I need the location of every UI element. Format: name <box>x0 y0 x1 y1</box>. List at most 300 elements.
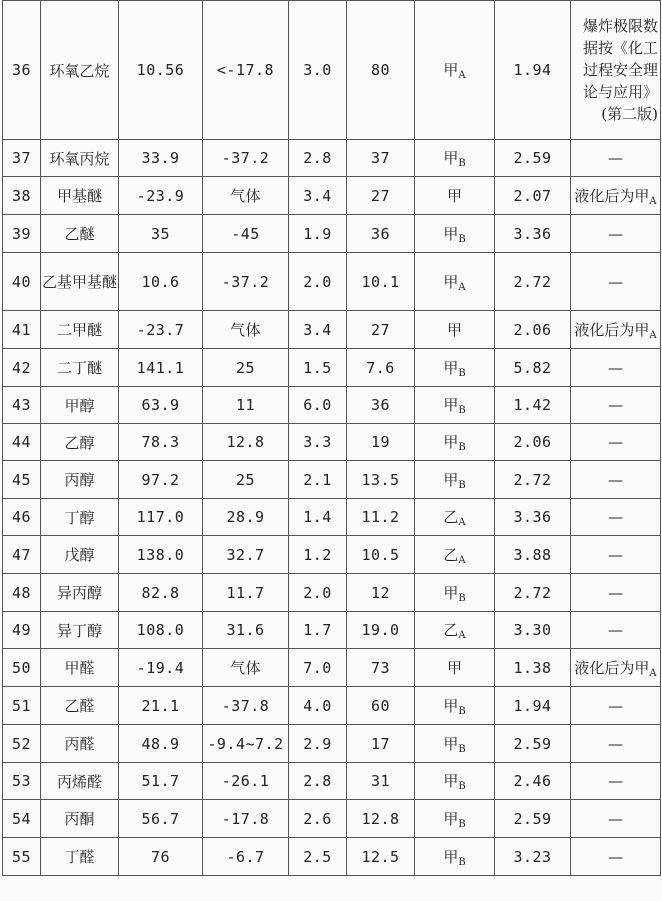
row-number: 52 <box>11 734 32 753</box>
value-c: 2.9 <box>303 734 332 753</box>
hazard-class-cell <box>415 649 495 687</box>
value-e: 2.59 <box>513 734 552 753</box>
chemical-name-cell <box>41 461 119 499</box>
chemical-name-cell <box>41 177 119 215</box>
value-b: -37.2 <box>221 272 270 291</box>
value-c: 6.0 <box>303 396 332 414</box>
value-e-cell <box>495 649 571 687</box>
value-b-cell <box>203 574 289 612</box>
table-row <box>3 612 661 649</box>
value-a: 51.7 <box>141 772 180 790</box>
hazard-class-cell <box>415 253 495 311</box>
value-c-cell <box>289 215 347 253</box>
value-d: 60 <box>370 696 391 715</box>
chemical-name: 丙醇 <box>64 471 95 489</box>
table-row <box>3 461 661 499</box>
chemical-name-cell <box>41 612 119 649</box>
remark-cell <box>571 215 661 253</box>
value-b: 气体 <box>229 659 261 677</box>
value-a-cell <box>119 387 203 424</box>
hazard-class: 乙 <box>443 508 459 526</box>
value-b-cell <box>203 1 289 140</box>
remark: — <box>608 583 623 602</box>
hazard-class-cell <box>415 763 495 800</box>
value-a: 108.0 <box>136 621 185 639</box>
chemical-name: 丙酮 <box>64 810 95 828</box>
value-d: 12.8 <box>361 809 400 828</box>
value-c-cell <box>289 574 347 612</box>
hazard-class-subscript: A <box>458 630 466 641</box>
value-a-cell <box>119 687 203 725</box>
value-d-cell <box>347 536 415 574</box>
value-c: 1.2 <box>303 545 332 564</box>
value-e-cell <box>495 349 571 387</box>
table-row <box>3 140 661 177</box>
remark: — <box>608 433 623 451</box>
hazard-class-subscript: A <box>458 517 466 528</box>
hazard-class-cell <box>415 349 495 387</box>
value-b: -17.8 <box>221 809 270 828</box>
remark-cell <box>571 763 661 800</box>
chemical-name-cell <box>41 838 119 876</box>
value-d: 37 <box>370 149 391 167</box>
remark-cell <box>571 349 661 387</box>
row-number: 50 <box>11 658 32 677</box>
remark-cell <box>571 800 661 838</box>
chemical-name: 二甲醚 <box>56 321 102 339</box>
table-row <box>3 424 661 461</box>
hazard-class-subscript: B <box>458 233 466 245</box>
hazard-class-cell <box>415 687 495 725</box>
value-a: 63.9 <box>141 396 180 414</box>
value-d-cell <box>347 499 415 536</box>
chemical-name: 二丁醚 <box>56 359 102 377</box>
row-number: 42 <box>11 358 32 377</box>
hazard-class-cell <box>415 215 495 253</box>
value-c-cell <box>289 612 347 649</box>
value-c-cell <box>289 800 347 838</box>
chemical-name-cell <box>41 649 119 687</box>
value-d: 7.6 <box>366 358 395 377</box>
value-c: 1.7 <box>303 621 332 639</box>
value-b-cell <box>203 499 289 536</box>
row-number: 51 <box>11 696 32 715</box>
value-a: 97.2 <box>141 470 180 489</box>
hazard-class-cell <box>415 838 495 876</box>
hazard-class-cell <box>415 612 495 649</box>
chemical-name: 甲基醚 <box>56 187 102 205</box>
hazard-class-subscript: B <box>458 479 466 491</box>
chemical-name-cell <box>41 253 119 311</box>
value-b-cell <box>203 311 289 349</box>
chemical-name-cell <box>41 1 119 140</box>
value-e: 5.82 <box>513 358 552 377</box>
row-number-cell <box>3 387 41 424</box>
hazard-class: 甲 <box>446 187 462 205</box>
chemical-name: 环氧丙烷 <box>49 149 110 168</box>
table-row <box>3 536 661 574</box>
value-c: 1.5 <box>303 358 332 377</box>
remark-subscript: A <box>649 329 657 341</box>
value-e-cell <box>495 140 571 177</box>
value-c: 2.0 <box>303 272 332 291</box>
hazard-class-subscript: B <box>458 158 466 169</box>
value-c-cell <box>289 140 347 177</box>
value-b: 31.6 <box>226 621 265 639</box>
chemical-name-cell <box>41 387 119 424</box>
remark-cell <box>571 253 661 311</box>
table-row <box>3 1 661 140</box>
value-c: 3.4 <box>303 186 332 205</box>
value-c: 3.4 <box>303 320 332 339</box>
remark-cell <box>571 612 661 649</box>
value-a-cell <box>119 574 203 612</box>
remark: 爆炸极限数据按《化工过程安全理论与应用》(第二版) <box>582 17 658 123</box>
chemical-name: 甲醛 <box>64 659 95 677</box>
value-c: 1.9 <box>303 224 332 243</box>
value-d: 27 <box>370 320 391 339</box>
value-c: 2.0 <box>303 583 332 602</box>
value-c: 2.8 <box>303 772 332 790</box>
hazard-class: 甲 <box>443 272 459 291</box>
hazard-class-subscript: B <box>458 442 466 453</box>
table-row <box>3 687 661 725</box>
value-b: -37.8 <box>221 696 270 715</box>
hazard-class: 甲 <box>443 433 459 451</box>
chemical-name: 乙醚 <box>64 225 95 243</box>
value-a-cell <box>119 763 203 800</box>
value-e: 1.94 <box>513 61 552 79</box>
row-number-cell <box>3 1 41 140</box>
hazard-class: 甲 <box>443 149 459 167</box>
value-b-cell <box>203 763 289 800</box>
table-row <box>3 649 661 687</box>
value-a: 138.0 <box>136 545 185 564</box>
row-number-cell <box>3 649 41 687</box>
hazard-class: 甲 <box>446 321 462 339</box>
value-a-cell <box>119 177 203 215</box>
value-c-cell <box>289 461 347 499</box>
hazard-class-subscript: A <box>458 281 466 293</box>
value-b-cell <box>203 536 289 574</box>
value-a: 35 <box>150 224 171 243</box>
value-a-cell <box>119 612 203 649</box>
chemical-name-cell <box>41 424 119 461</box>
remark: — <box>608 149 623 167</box>
table-body <box>3 1 661 876</box>
value-a: -19.4 <box>136 658 185 677</box>
hazard-class-cell <box>415 461 495 499</box>
chemical-name: 乙醇 <box>64 433 95 452</box>
row-number: 47 <box>11 545 32 564</box>
value-b: 气体 <box>229 321 261 339</box>
chemical-name: 戊醇 <box>64 546 95 564</box>
table-row <box>3 763 661 800</box>
hazard-class-cell <box>415 387 495 424</box>
row-number-cell <box>3 177 41 215</box>
value-d: 10.5 <box>361 545 400 564</box>
row-number-cell <box>3 763 41 800</box>
value-d-cell <box>347 311 415 349</box>
hazard-class-subscript: A <box>458 554 466 566</box>
hazard-class-subscript: B <box>458 705 466 717</box>
hazard-class: 甲 <box>443 696 459 715</box>
value-c-cell <box>289 253 347 311</box>
value-e: 2.59 <box>513 809 552 828</box>
remark-cell <box>571 536 661 574</box>
value-b: 28.9 <box>226 508 265 526</box>
value-b: -37.2 <box>221 149 270 167</box>
value-b-cell <box>203 687 289 725</box>
row-number: 53 <box>11 772 32 790</box>
hazard-class-subscript: B <box>458 818 466 830</box>
value-e-cell <box>495 311 571 349</box>
row-number-cell <box>3 424 41 461</box>
hazard-class-cell <box>415 725 495 763</box>
chemical-name: 甲醇 <box>64 396 95 415</box>
value-a: 10.6 <box>141 272 180 291</box>
value-e: 2.72 <box>513 583 552 602</box>
remark-cell <box>571 387 661 424</box>
value-d: 17 <box>370 734 391 753</box>
row-number-cell <box>3 725 41 763</box>
value-e-cell <box>495 215 571 253</box>
table-row <box>3 725 661 763</box>
value-b: 12.8 <box>226 433 265 451</box>
value-a-cell <box>119 140 203 177</box>
remark-subscript: A <box>649 195 657 207</box>
value-e-cell <box>495 424 571 461</box>
value-e: 2.59 <box>513 149 552 167</box>
remark-cell <box>571 177 661 215</box>
value-a: -23.9 <box>136 186 185 205</box>
value-c-cell <box>289 725 347 763</box>
remark-cell <box>571 725 661 763</box>
value-d: 31 <box>370 772 391 790</box>
value-e: 3.30 <box>513 621 552 639</box>
remark-cell <box>571 687 661 725</box>
table-row <box>3 387 661 424</box>
value-e-cell <box>495 1 571 140</box>
value-e: 2.72 <box>513 272 552 291</box>
remark: — <box>608 734 623 753</box>
row-number: 54 <box>11 809 32 828</box>
value-b-cell <box>203 838 289 876</box>
chemical-name-cell <box>41 215 119 253</box>
value-b-cell <box>203 612 289 649</box>
value-d: 11.2 <box>361 508 400 526</box>
row-number-cell <box>3 499 41 536</box>
value-d: 80 <box>370 61 391 79</box>
row-number: 48 <box>11 583 32 602</box>
value-b: 11.7 <box>226 583 265 602</box>
value-d-cell <box>347 140 415 177</box>
value-d: 19.0 <box>361 621 400 639</box>
hazard-class-cell <box>415 499 495 536</box>
value-e: 1.94 <box>513 696 552 715</box>
value-b-cell <box>203 387 289 424</box>
value-e: 2.07 <box>513 186 552 205</box>
value-d: 19 <box>370 433 391 451</box>
value-b-cell <box>203 461 289 499</box>
remark-cell <box>571 574 661 612</box>
chemical-name: 丁醛 <box>64 848 95 866</box>
value-c-cell <box>289 1 347 140</box>
hazard-class: 甲 <box>443 470 459 489</box>
hazard-class-cell <box>415 574 495 612</box>
remark-cell <box>571 499 661 536</box>
value-a: 21.1 <box>141 696 180 715</box>
chemical-name: 丙烯醛 <box>56 772 102 791</box>
remark: — <box>608 358 623 377</box>
value-e-cell <box>495 763 571 800</box>
value-e: 3.23 <box>513 847 552 866</box>
row-number-cell <box>3 536 41 574</box>
value-b-cell <box>203 215 289 253</box>
hazard-class-subscript: B <box>458 743 466 755</box>
hazard-class: 甲 <box>443 358 459 377</box>
value-d-cell <box>347 838 415 876</box>
value-e: 3.36 <box>513 508 552 526</box>
hazard-class: 甲 <box>446 659 462 677</box>
value-a-cell <box>119 461 203 499</box>
value-b-cell <box>203 800 289 838</box>
row-number-cell <box>3 800 41 838</box>
remark: — <box>608 847 623 866</box>
remark-cell <box>571 649 661 687</box>
value-b: -9.4~7.2 <box>207 734 284 753</box>
remark: — <box>608 696 623 715</box>
value-d-cell <box>347 725 415 763</box>
row-number-cell <box>3 612 41 649</box>
row-number-cell <box>3 215 41 253</box>
value-e-cell <box>495 838 571 876</box>
row-number: 44 <box>11 433 32 451</box>
value-c: 2.5 <box>303 847 332 866</box>
row-number-cell <box>3 838 41 876</box>
remark-cell <box>571 1 661 140</box>
remark-cell <box>571 424 661 461</box>
row-number: 37 <box>11 149 32 167</box>
hazard-class-cell <box>415 800 495 838</box>
value-a-cell <box>119 499 203 536</box>
chemical-name-cell <box>41 687 119 725</box>
hazard-class-subscript: A <box>458 70 466 81</box>
value-d-cell <box>347 574 415 612</box>
value-e: 2.46 <box>513 772 552 790</box>
value-a: 76 <box>150 847 171 866</box>
value-e-cell <box>495 387 571 424</box>
value-c-cell <box>289 311 347 349</box>
row-number: 40 <box>11 272 32 291</box>
chemical-name: 乙醛 <box>64 697 95 715</box>
value-d: 12.5 <box>361 847 400 866</box>
value-b: -26.1 <box>221 772 270 790</box>
value-e: 3.36 <box>513 224 552 243</box>
value-d: 27 <box>370 186 391 205</box>
value-b: <-17.8 <box>216 61 275 79</box>
value-d-cell <box>347 215 415 253</box>
row-number: 46 <box>11 508 32 526</box>
value-e-cell <box>495 253 571 311</box>
table-row <box>3 800 661 838</box>
chemical-name-cell <box>41 763 119 800</box>
chemical-name: 乙基甲基醚 <box>41 272 117 291</box>
value-d-cell <box>347 461 415 499</box>
row-number: 36 <box>11 61 32 79</box>
value-c-cell <box>289 649 347 687</box>
value-d-cell <box>347 1 415 140</box>
hazard-class-subscript: B <box>458 592 466 604</box>
value-d-cell <box>347 687 415 725</box>
hazard-class: 甲 <box>443 734 459 753</box>
value-a-cell <box>119 1 203 140</box>
value-a: 141.1 <box>136 358 185 377</box>
value-a-cell <box>119 253 203 311</box>
remark: — <box>608 545 623 564</box>
value-d: 73 <box>370 658 391 677</box>
chemical-name-cell <box>41 349 119 387</box>
value-b: 25 <box>235 358 256 377</box>
value-b-cell <box>203 649 289 687</box>
hazard-class: 甲 <box>443 772 459 790</box>
value-c: 2.8 <box>303 149 332 167</box>
table-row <box>3 499 661 536</box>
value-e: 2.72 <box>513 470 552 489</box>
value-a-cell <box>119 215 203 253</box>
value-e-cell <box>495 177 571 215</box>
remark-cell <box>571 311 661 349</box>
value-e: 2.06 <box>513 433 552 451</box>
value-a-cell <box>119 536 203 574</box>
value-e-cell <box>495 800 571 838</box>
value-a: -23.7 <box>136 320 185 339</box>
row-number-cell <box>3 687 41 725</box>
row-number: 55 <box>11 847 32 866</box>
value-b: -6.7 <box>226 847 265 866</box>
row-number: 49 <box>11 621 32 639</box>
hazard-class-subscript: B <box>458 405 466 416</box>
value-a-cell <box>119 349 203 387</box>
table-row <box>3 349 661 387</box>
value-b-cell <box>203 140 289 177</box>
value-a-cell <box>119 838 203 876</box>
value-e-cell <box>495 612 571 649</box>
value-c: 1.4 <box>303 508 332 526</box>
chemical-name-cell <box>41 800 119 838</box>
value-c-cell <box>289 838 347 876</box>
remark: 液化后为甲 <box>574 658 650 677</box>
value-c-cell <box>289 763 347 800</box>
remark: — <box>608 470 623 489</box>
value-b-cell <box>203 349 289 387</box>
remark: — <box>608 224 623 243</box>
value-c-cell <box>289 387 347 424</box>
row-number-cell <box>3 253 41 311</box>
hazard-class: 甲 <box>443 583 459 602</box>
hazard-class-subscript: B <box>458 856 466 868</box>
value-b: 气体 <box>229 187 261 205</box>
table-row <box>3 838 661 876</box>
table-row <box>3 311 661 349</box>
value-e: 1.38 <box>513 658 552 677</box>
value-e: 1.42 <box>513 396 552 414</box>
row-number: 41 <box>11 320 32 339</box>
value-b: 25 <box>235 470 256 489</box>
row-number-cell <box>3 349 41 387</box>
value-d-cell <box>347 612 415 649</box>
table-row <box>3 177 661 215</box>
